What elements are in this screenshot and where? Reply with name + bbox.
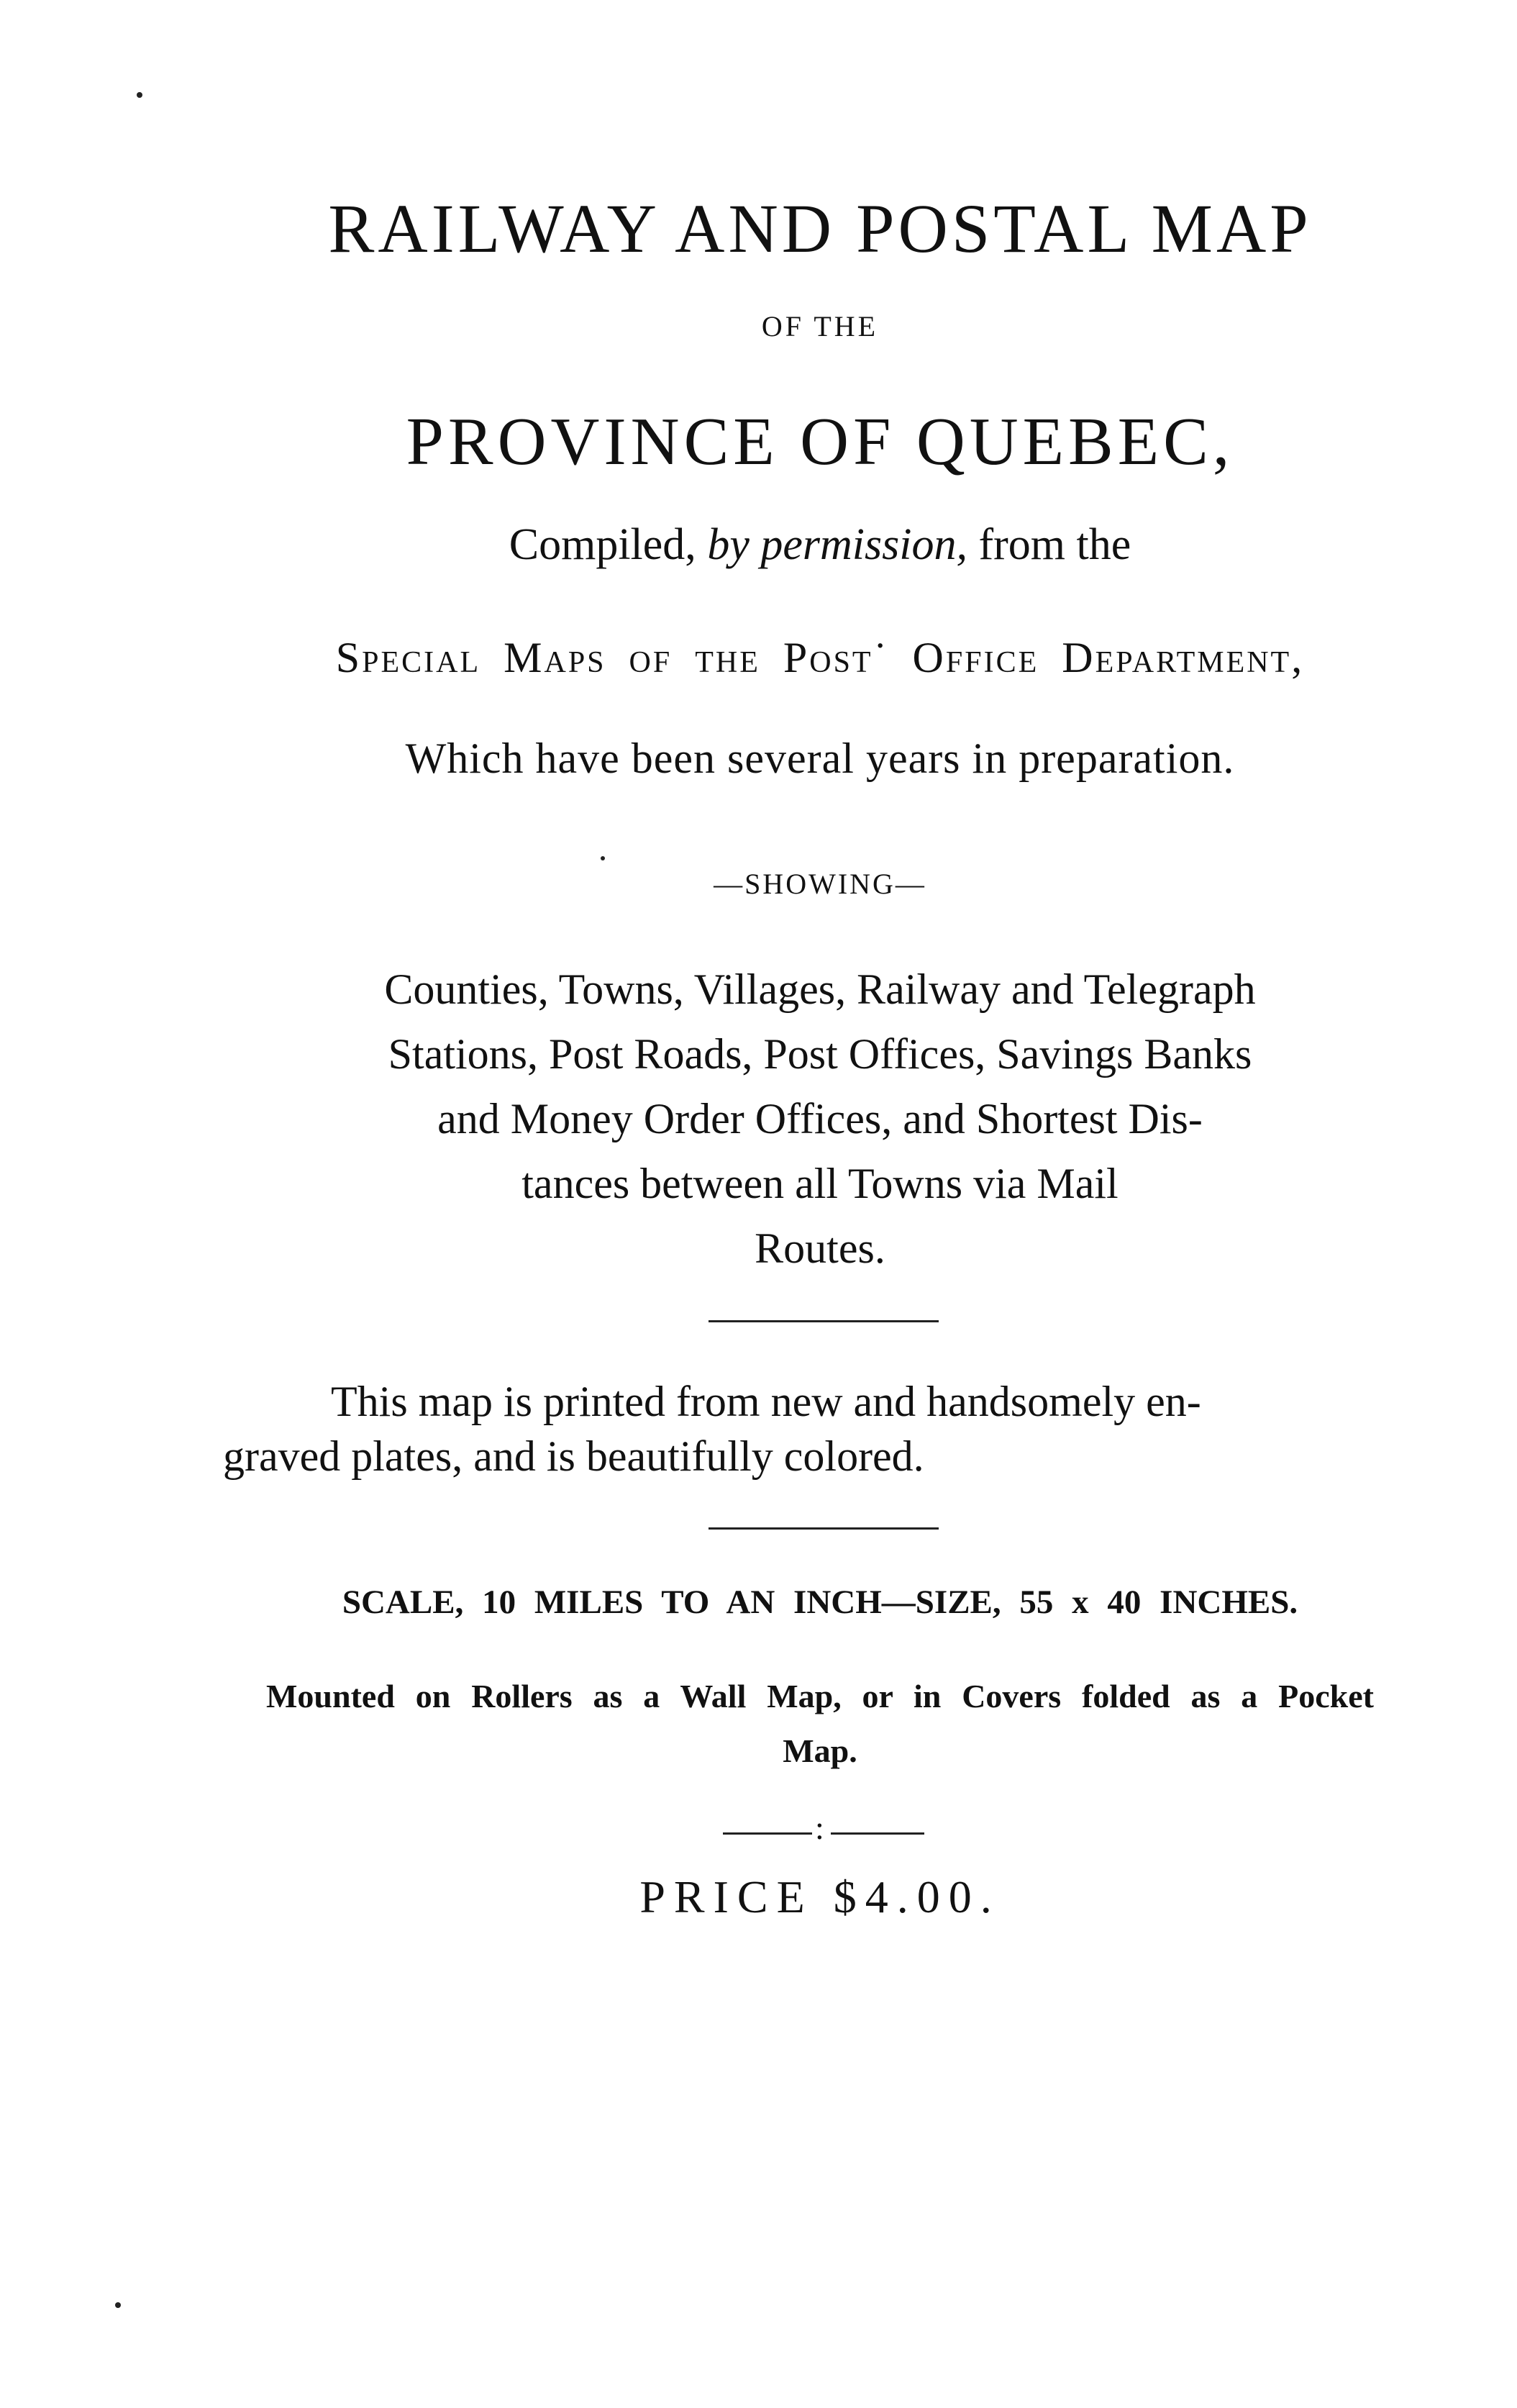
preparation-line: Which have been several years in preparation. (405, 735, 1235, 782)
divider-rule (709, 1320, 939, 1322)
ink-speck (601, 856, 605, 860)
mounting-note-line: Mounted on Rollers as a Wall Map, or in Covers folded as a Pocket (266, 1678, 1374, 1714)
separator-line-left (723, 1832, 812, 1835)
showing-heading: —SHOWING— (714, 868, 926, 900)
price-line: PRICE $4.00. (639, 1871, 1001, 1922)
title-of-the: OF THE (761, 310, 879, 342)
contents-paragraph (266, 957, 1374, 1281)
divider-rule (709, 1527, 939, 1530)
compiled-line (266, 519, 1374, 571)
contents-line: Routes. (755, 1225, 885, 1272)
ink-speck (137, 92, 142, 98)
separator-line-right (831, 1832, 924, 1835)
compiled-after: from the (967, 520, 1131, 569)
printing-note-line: This map is printed from new and handsomely en- (331, 1378, 1201, 1425)
department-line: Special Maps of the Post˙ Office Department, (335, 634, 1305, 681)
separator-mark: : (815, 1809, 824, 1846)
contents-line: tances between all Towns via Mail (521, 1160, 1119, 1207)
scale-line: SCALE, 10 MILES TO AN INCH—SIZE, 55 x 40 INCHES. (342, 1584, 1298, 1621)
compiled-before: Compiled, (509, 520, 708, 569)
printing-note (223, 1374, 1367, 1484)
title-railway-and-postal-map: RAILWAY AND POSTAL MAP (328, 190, 1312, 267)
contents-line: Stations, Post Roads, Post Offices, Savings Banks (388, 1030, 1252, 1078)
mounting-note (266, 1669, 1374, 1778)
contents-line: and Money Order Offices, and Shortest Dis- (437, 1095, 1203, 1142)
ornamental-separator (723, 1809, 924, 1846)
mounting-note-line: Map. (783, 1732, 857, 1769)
contents-line: Counties, Towns, Villages, Railway and Telegraph (384, 966, 1256, 1013)
printing-note-line: graved plates, and is beautifully colored. (223, 1432, 924, 1480)
ink-speck (115, 2302, 121, 2308)
compiled-italic: by permission, (707, 520, 967, 569)
title-province-of-quebec: PROVINCE OF QUEBEC, (406, 404, 1234, 479)
